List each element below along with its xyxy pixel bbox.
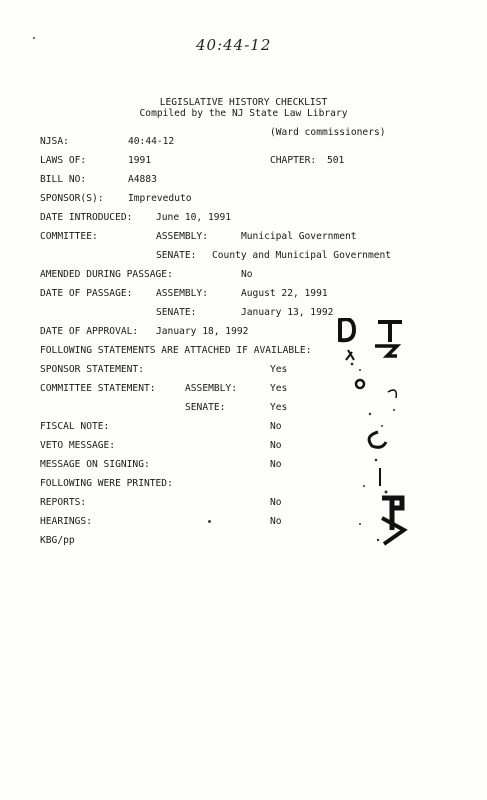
passage-senate-value: January 13, 1992 bbox=[241, 307, 334, 318]
checklist-title: LEGISLATIVE HISTORY CHECKLIST bbox=[159, 97, 328, 108]
subject-note: (Ward commissioners) bbox=[270, 127, 386, 138]
passage-assembly-label: ASSEMBLY: bbox=[156, 288, 208, 299]
bill-no-value: A4883 bbox=[128, 174, 157, 185]
laws-of-label: LAWS OF: bbox=[40, 155, 87, 166]
reports-label: REPORTS: bbox=[40, 497, 87, 508]
committee-statement-senate-label: SENATE: bbox=[185, 402, 226, 413]
committee-statement-assembly-value: Yes bbox=[270, 383, 288, 394]
passage-label: DATE OF PASSAGE: bbox=[40, 288, 133, 299]
amended-label: AMENDED DURING PASSAGE: bbox=[40, 269, 173, 280]
veto-message-value: No bbox=[270, 440, 282, 451]
statements-heading: FOLLOWING STATEMENTS ARE ATTACHED IF AVAILABLE: bbox=[40, 345, 312, 356]
njsa-value: 40:44-12 bbox=[128, 136, 175, 147]
committee-label: COMMITTEE: bbox=[40, 231, 98, 242]
date-introduced-label: DATE INTRODUCED: bbox=[40, 212, 133, 223]
chapter-label: CHAPTER: bbox=[270, 155, 317, 166]
committee-assembly-label: ASSEMBLY: bbox=[156, 231, 208, 242]
chapter-value: 501 bbox=[327, 155, 345, 166]
printed-heading: FOLLOWING WERE PRINTED: bbox=[40, 478, 173, 489]
amended-value: No bbox=[241, 269, 253, 280]
approval-value: January 18, 1992 bbox=[156, 326, 249, 337]
ink-speck bbox=[33, 37, 35, 39]
message-signing-value: No bbox=[270, 459, 282, 470]
passage-assembly-value: August 22, 1991 bbox=[241, 288, 328, 299]
hearings-value: No bbox=[270, 516, 282, 527]
library-stamp bbox=[330, 318, 410, 548]
committee-senate-value: County and Municipal Government bbox=[212, 250, 392, 261]
sponsor-statement-label: SPONSOR STATEMENT: bbox=[40, 364, 144, 375]
date-introduced-value: June 10, 1991 bbox=[156, 212, 232, 223]
bill-no-label: BILL NO: bbox=[40, 174, 87, 185]
committee-senate-label: SENATE: bbox=[156, 250, 197, 261]
checklist-subtitle: Compiled by the NJ State Law Library bbox=[139, 108, 348, 119]
committee-statement-assembly-label: ASSEMBLY: bbox=[185, 383, 237, 394]
initials: KBG/pp bbox=[40, 535, 75, 546]
committee-assembly-value: Municipal Government bbox=[241, 231, 357, 242]
ink-speck bbox=[208, 520, 211, 523]
veto-message-label: VETO MESSAGE: bbox=[40, 440, 116, 451]
hearings-label: HEARINGS: bbox=[40, 516, 92, 527]
sponsor-statement-value: Yes bbox=[270, 364, 288, 375]
fiscal-note-value: No bbox=[270, 421, 282, 432]
laws-of-value: 1991 bbox=[128, 155, 152, 166]
njsa-label: NJSA: bbox=[40, 136, 69, 147]
committee-statement-senate-value: Yes bbox=[270, 402, 288, 413]
passage-senate-label: SENATE: bbox=[156, 307, 197, 318]
committee-statement-label: COMMITTEE STATEMENT: bbox=[40, 383, 156, 394]
fiscal-note-label: FISCAL NOTE: bbox=[40, 421, 110, 432]
reports-value: No bbox=[270, 497, 282, 508]
message-signing-label: MESSAGE ON SIGNING: bbox=[40, 459, 150, 470]
approval-label: DATE OF APPROVAL: bbox=[40, 326, 139, 337]
sponsor-value: Impreveduto bbox=[128, 193, 192, 204]
handwritten-file-number: 40:44-12 bbox=[196, 36, 272, 54]
sponsor-label: SPONSOR(S): bbox=[40, 193, 104, 204]
